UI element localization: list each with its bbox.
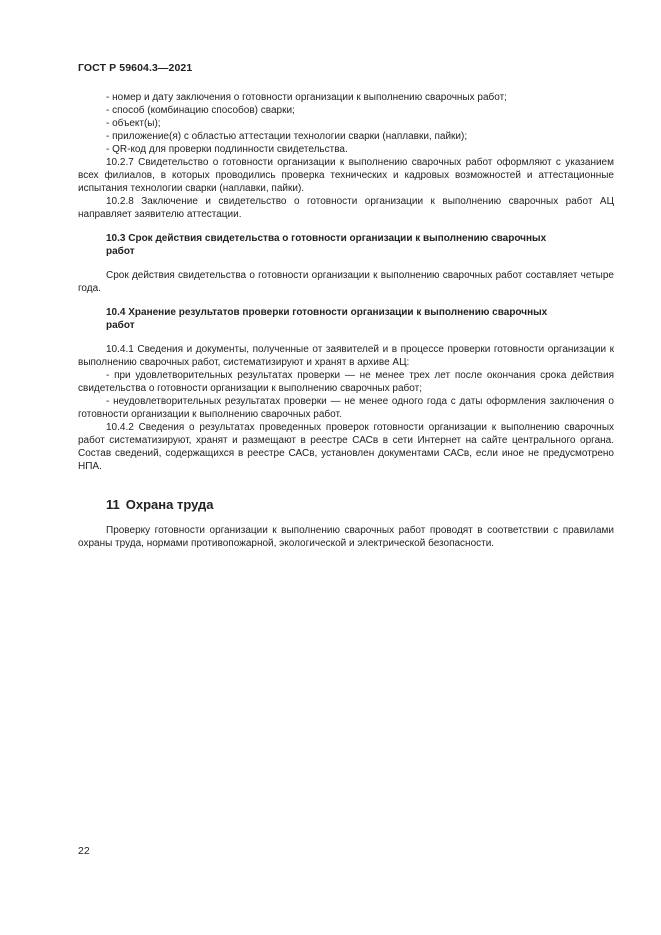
heading-10-3 (78, 232, 614, 258)
list-item: - номер и дату заключения о готовности организации к выполнению сварочных работ; (106, 92, 507, 103)
section-11-heading (78, 497, 614, 513)
section-11-title: Охрана труда (125, 497, 214, 512)
section-11-number: 11 (106, 497, 120, 512)
heading-10-4-title: 10.4 Хранение результатов проверки готовности организации к выполнению сварочных (106, 307, 548, 318)
list-item: - приложение(я) с областью аттестации технологии сварки (наплавки, пайки); (106, 131, 468, 142)
document-code-header: ГОСТ Р 59604.3—2021 (78, 62, 193, 74)
heading-10-3-title: 10.3 Срок действия свидетельства о готовности организации к выполнению сварочных (106, 233, 547, 244)
document-body (78, 91, 614, 550)
list-item: - способ (комбинацию способов) сварки; (106, 105, 295, 116)
paragraph-10-4-1: 10.4.1 Сведения и документы, полученные от заявителей и в процессе проверки готовности организации к выполнению сварочных работ, систематизируют и хранят в архиве АЦ: (78, 344, 614, 368)
paragraph-10-3: Срок действия свидетельства о готовности организации к выполнению сварочных работ составляет четыре года. (78, 270, 614, 294)
paragraph-10-4-1-a: - при удовлетворительных результатах проверки — не менее трех лет после окончания срока действия свидетельства о готовности организации к выполнению сварочных работ; (78, 370, 614, 394)
paragraph-11: Проверку готовности организации к выполнению сварочных работ проводят в соответствии с правилами охраны труда, нормами противопожарной, экологической и электрической безопасности. (78, 525, 614, 549)
paragraph-10-2-7: 10.2.7 Свидетельство о готовности организации к выполнению сварочных работ оформляют с указанием всех филиалов, в которых проводились проверка технических и кадровых возможностей и аттестационные испытания технологии сварки (наплавки, пайки). (78, 157, 614, 194)
page-number: 22 (78, 845, 90, 857)
list-item: - QR-код для проверки подлинности свидетельства. (106, 144, 348, 155)
paragraph-10-4-1-b: - неудовлетворительных результатах проверки — не менее одного года с даты оформления заключения о готовности организации к выполнению сварочных работ. (78, 396, 614, 420)
paragraph-10-4-2: 10.4.2 Сведения о результатах проведенных проверок готовности организации к выполнению сварочных работ систематизируют, хранят и размещают в реестре САСв в сети Интернет на сайте центрального органа. Состав сведений, содержащихся в реестре САСв, установлен документами САСв, если иное не предусмотрено НПА. (78, 422, 614, 472)
heading-10-4-continuation: работ (106, 320, 135, 331)
heading-10-3-continuation: работ (106, 246, 135, 257)
paragraph-10-2-8: 10.2.8 Заключение и свидетельство о готовности организации к выполнению сварочных работ АЦ направляет заявителю аттестации. (78, 196, 614, 220)
heading-10-4 (78, 306, 614, 332)
list-item: - объект(ы); (106, 118, 161, 129)
